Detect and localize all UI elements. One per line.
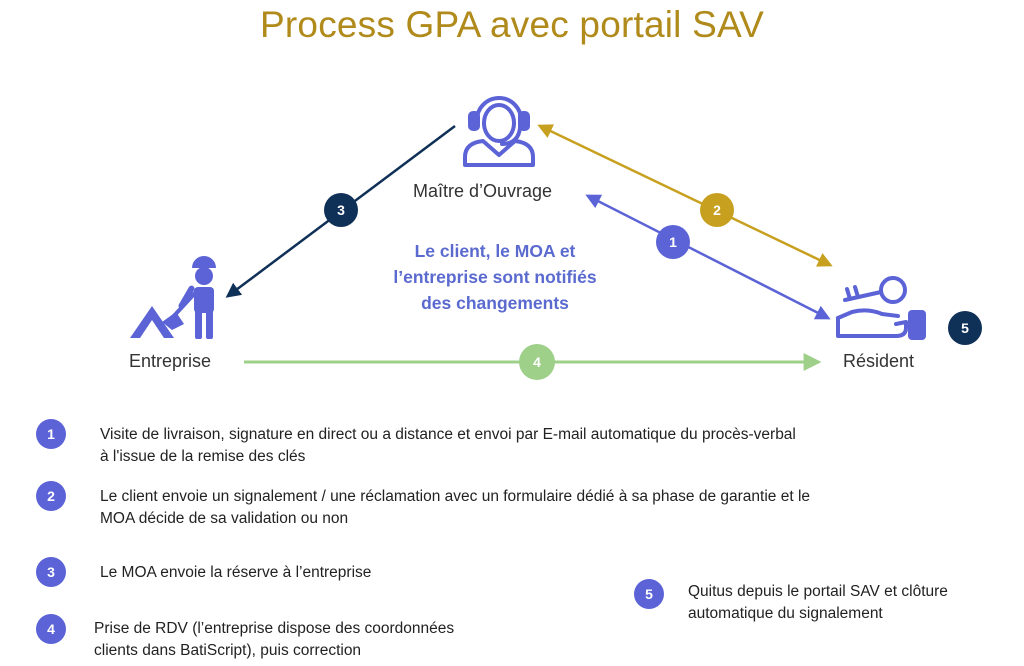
step-text-line: Visite de livraison, signature en direct ou a distance et envoi par E-mail automatique du procès-verbal xyxy=(100,426,796,443)
step-text xyxy=(100,486,1000,530)
step-text xyxy=(100,424,980,468)
step-text-line: Le client envoie un signalement / une réclamation avec un formulaire dédié à sa phase de garantie et le xyxy=(100,488,811,505)
step-text-line: automatique du signalement xyxy=(688,605,883,622)
step-text-line: MOA décide de sa validation ou non xyxy=(100,510,349,527)
step-text-line: clients dans BatiScript), puis correction xyxy=(94,642,362,659)
arrow-badge-1: 1 xyxy=(656,225,690,259)
step-number: 3 xyxy=(36,557,66,587)
notification-note-line: l’entreprise sont notifiés xyxy=(393,267,597,287)
step-number: 5 xyxy=(634,579,664,609)
resident-badge-5: 5 xyxy=(948,311,982,345)
step-text xyxy=(688,581,1018,625)
notification-note-line: des changements xyxy=(421,293,569,313)
notification-note xyxy=(330,238,660,316)
step-text-line: à l'issue de la remise des clés xyxy=(100,448,306,465)
step-text-line: Prise de RDV (l’entreprise dispose des coordonnées xyxy=(94,620,455,637)
moa-label: Maître d’Ouvrage xyxy=(413,181,553,201)
arrow-badge-2: 2 xyxy=(700,193,734,227)
step-text-line: Le MOA envoie la réserve à l’entreprise xyxy=(100,564,372,581)
resident-label: Résident xyxy=(843,351,915,371)
step-number: 2 xyxy=(36,481,66,511)
key-hand-icon xyxy=(838,278,924,338)
notification-note-line: Le client, le MOA et xyxy=(414,241,576,261)
worker-icon xyxy=(130,256,216,339)
entreprise-label: Entreprise xyxy=(129,351,212,371)
arrow-badge-3: 3 xyxy=(324,193,358,227)
arrow-badge-4: 4 xyxy=(519,344,555,380)
step-text-line: Quitus depuis le portail SAV et clôture xyxy=(688,583,948,600)
page-title: Process GPA avec portail SAV xyxy=(260,4,764,45)
step-text xyxy=(94,618,614,662)
step-text xyxy=(100,562,600,584)
step-number: 1 xyxy=(36,419,66,449)
step-number: 4 xyxy=(36,614,66,644)
moa-icon xyxy=(465,98,533,165)
